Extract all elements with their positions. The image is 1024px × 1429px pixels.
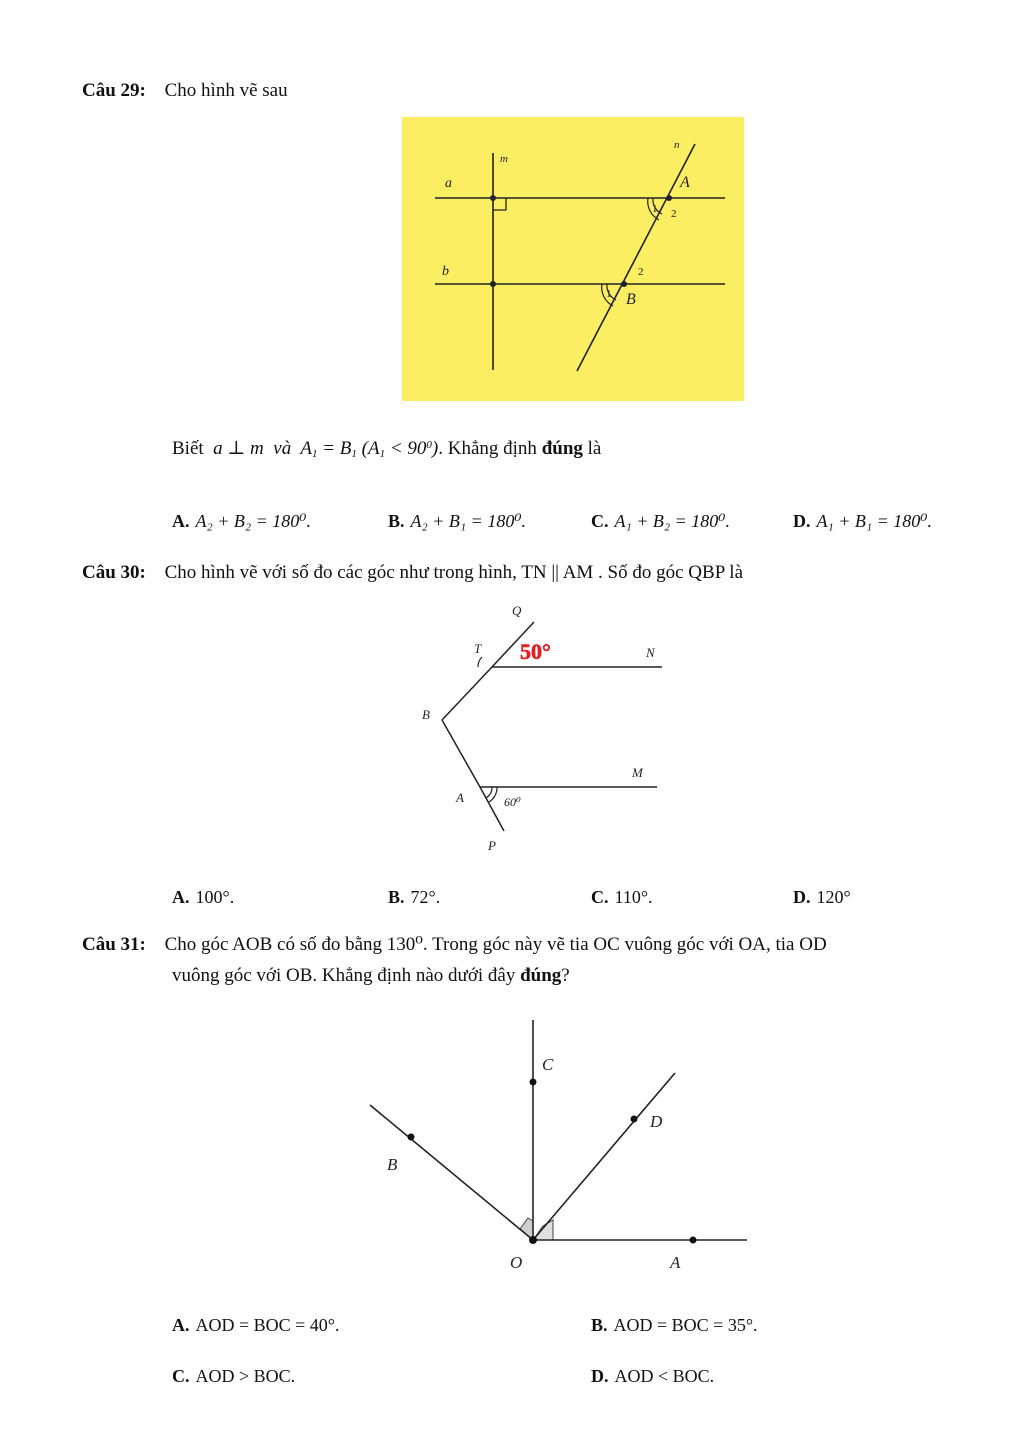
q31-text-line1: Cho góc AOB có số đo bằng 130⁰. Trong góc này vẽ tia OC vuông góc với OA, tia OD — [164, 934, 827, 955]
q30-option-c-value: 110°. — [614, 887, 653, 907]
point-O — [529, 1236, 537, 1244]
q31-text-line2-end: ? — [561, 965, 570, 986]
label-n: n — [674, 139, 680, 151]
point-D — [631, 1116, 638, 1123]
q30-option-d[interactable] — [793, 887, 851, 908]
segment-BA — [442, 720, 480, 787]
q31-option-c-key: C. — [172, 1366, 190, 1386]
label-T: T — [474, 641, 482, 656]
label-B: B — [626, 291, 636, 308]
q30-option-c-key: C. — [591, 887, 609, 907]
q30-heading — [82, 562, 743, 584]
q29-figure-background — [402, 117, 744, 401]
label-N: N — [646, 645, 655, 660]
q30-option-b-key: B. — [388, 887, 405, 907]
q29-number: Câu 29: — [82, 80, 146, 101]
label-A: A — [680, 174, 690, 191]
label-A: A — [456, 790, 464, 805]
q30-option-a-value: 100°. — [195, 887, 235, 907]
q30-option-a[interactable] — [172, 887, 234, 908]
q29-option-b-key: B. — [388, 511, 405, 531]
q31-option-a-value: AOD = BOC = 40°. — [195, 1315, 340, 1335]
label-A2: 2 — [671, 208, 677, 220]
q31-figure — [360, 1015, 760, 1285]
q31-option-b[interactable] — [591, 1315, 758, 1336]
q31-option-c-value: AOD > BOC. — [195, 1366, 296, 1386]
q29-given-math: a ⊥ m và $A_1 = B_1$ $(A_1 < 90^0)$ — [208, 438, 439, 460]
q29-option-b-value: A₂ + B₁ = 180⁰. — [410, 511, 527, 531]
q30-option-d-key: D. — [793, 887, 811, 907]
q31-option-d-key: D. — [591, 1366, 609, 1386]
point-C — [530, 1079, 537, 1086]
q31-option-b-value: AOD = BOC = 35°. — [613, 1315, 758, 1335]
label-B: B — [387, 1155, 398, 1174]
q29-heading — [82, 80, 288, 102]
q29-given-suffix: . Khẳng định — [438, 438, 537, 459]
q29-option-a-value: A₂ + B₂ = 180⁰. — [195, 511, 312, 531]
label-O: O — [510, 1253, 523, 1272]
segment-BT — [442, 667, 492, 720]
q29-option-d-key: D. — [793, 511, 811, 531]
label-Q: Q — [512, 603, 522, 618]
point-am — [490, 195, 496, 201]
q29-option-c[interactable] — [591, 511, 730, 532]
label-A1: 1 — [652, 203, 658, 215]
label-M: M — [632, 765, 643, 780]
q29-given-end: là — [587, 438, 602, 459]
q29-option-c-key: C. — [591, 511, 609, 531]
q30-option-d-value: 120° — [816, 887, 851, 907]
q31-option-c[interactable] — [172, 1366, 295, 1387]
point-bm — [490, 281, 496, 287]
q31-option-a-key: A. — [172, 1315, 190, 1335]
q30-option-c[interactable] — [591, 887, 653, 908]
q30-option-a-key: A. — [172, 887, 190, 907]
label-C: C — [542, 1055, 554, 1074]
label-a: a — [445, 176, 452, 191]
q30-option-b-value: 72°. — [410, 887, 441, 907]
point-A — [666, 195, 672, 201]
q29-text: Cho hình vẽ sau — [164, 80, 288, 101]
label-A: A — [670, 1253, 681, 1272]
q30-figure — [400, 595, 680, 865]
point-B — [408, 1134, 415, 1141]
q29-given — [172, 437, 601, 460]
q31-option-d[interactable] — [591, 1366, 714, 1387]
q31-option-d-value: AOD < BOC. — [614, 1366, 715, 1386]
angle-top-value: 50° — [520, 639, 551, 664]
q31-text-line2-prefix: vuông góc với OB. Khẳng định nào dưới đây — [172, 965, 516, 986]
label-b: b — [442, 264, 449, 279]
angle-mark-A — [486, 787, 492, 798]
label-D: D — [650, 1112, 663, 1131]
q29-given-prefix: Biết — [172, 438, 204, 459]
q29-option-c-value: A₁ + B₂ = 180⁰. — [614, 511, 731, 531]
q31-text-line2 — [172, 965, 570, 987]
q29-figure — [402, 117, 744, 401]
label-m: m — [500, 153, 508, 165]
ray-AP — [480, 787, 504, 831]
q31-option-b-key: B. — [591, 1315, 608, 1335]
label-B1: 1 — [606, 288, 612, 300]
q31-text-line2-bold: đúng — [520, 965, 562, 986]
q31-option-a[interactable] — [172, 1315, 340, 1336]
q29-option-a[interactable] — [172, 511, 311, 532]
angle-bottom-value: 60⁰ — [504, 795, 521, 809]
point-B — [621, 281, 627, 287]
q29-option-d-value: A₁ + B₁ = 180⁰. — [816, 511, 933, 531]
q29-option-d[interactable] — [793, 511, 932, 532]
q29-option-b[interactable] — [388, 511, 526, 532]
point-A — [690, 1237, 697, 1244]
q29-option-a-key: A. — [172, 511, 190, 531]
label-P: P — [488, 838, 496, 853]
q31-number: Câu 31: — [82, 934, 146, 955]
label-B2: 2 — [638, 266, 644, 278]
q31-heading — [82, 933, 827, 956]
angle-mark-T — [478, 657, 482, 667]
q30-text: Cho hình vẽ với số đo các góc như trong hình, TN || AM . Số đo góc QBP là — [164, 562, 744, 583]
ray-OD — [533, 1073, 675, 1240]
label-B: B — [422, 707, 430, 722]
q29-given-bold: đúng — [541, 438, 583, 459]
q30-option-b[interactable] — [388, 887, 440, 908]
q30-number: Câu 30: — [82, 562, 146, 583]
